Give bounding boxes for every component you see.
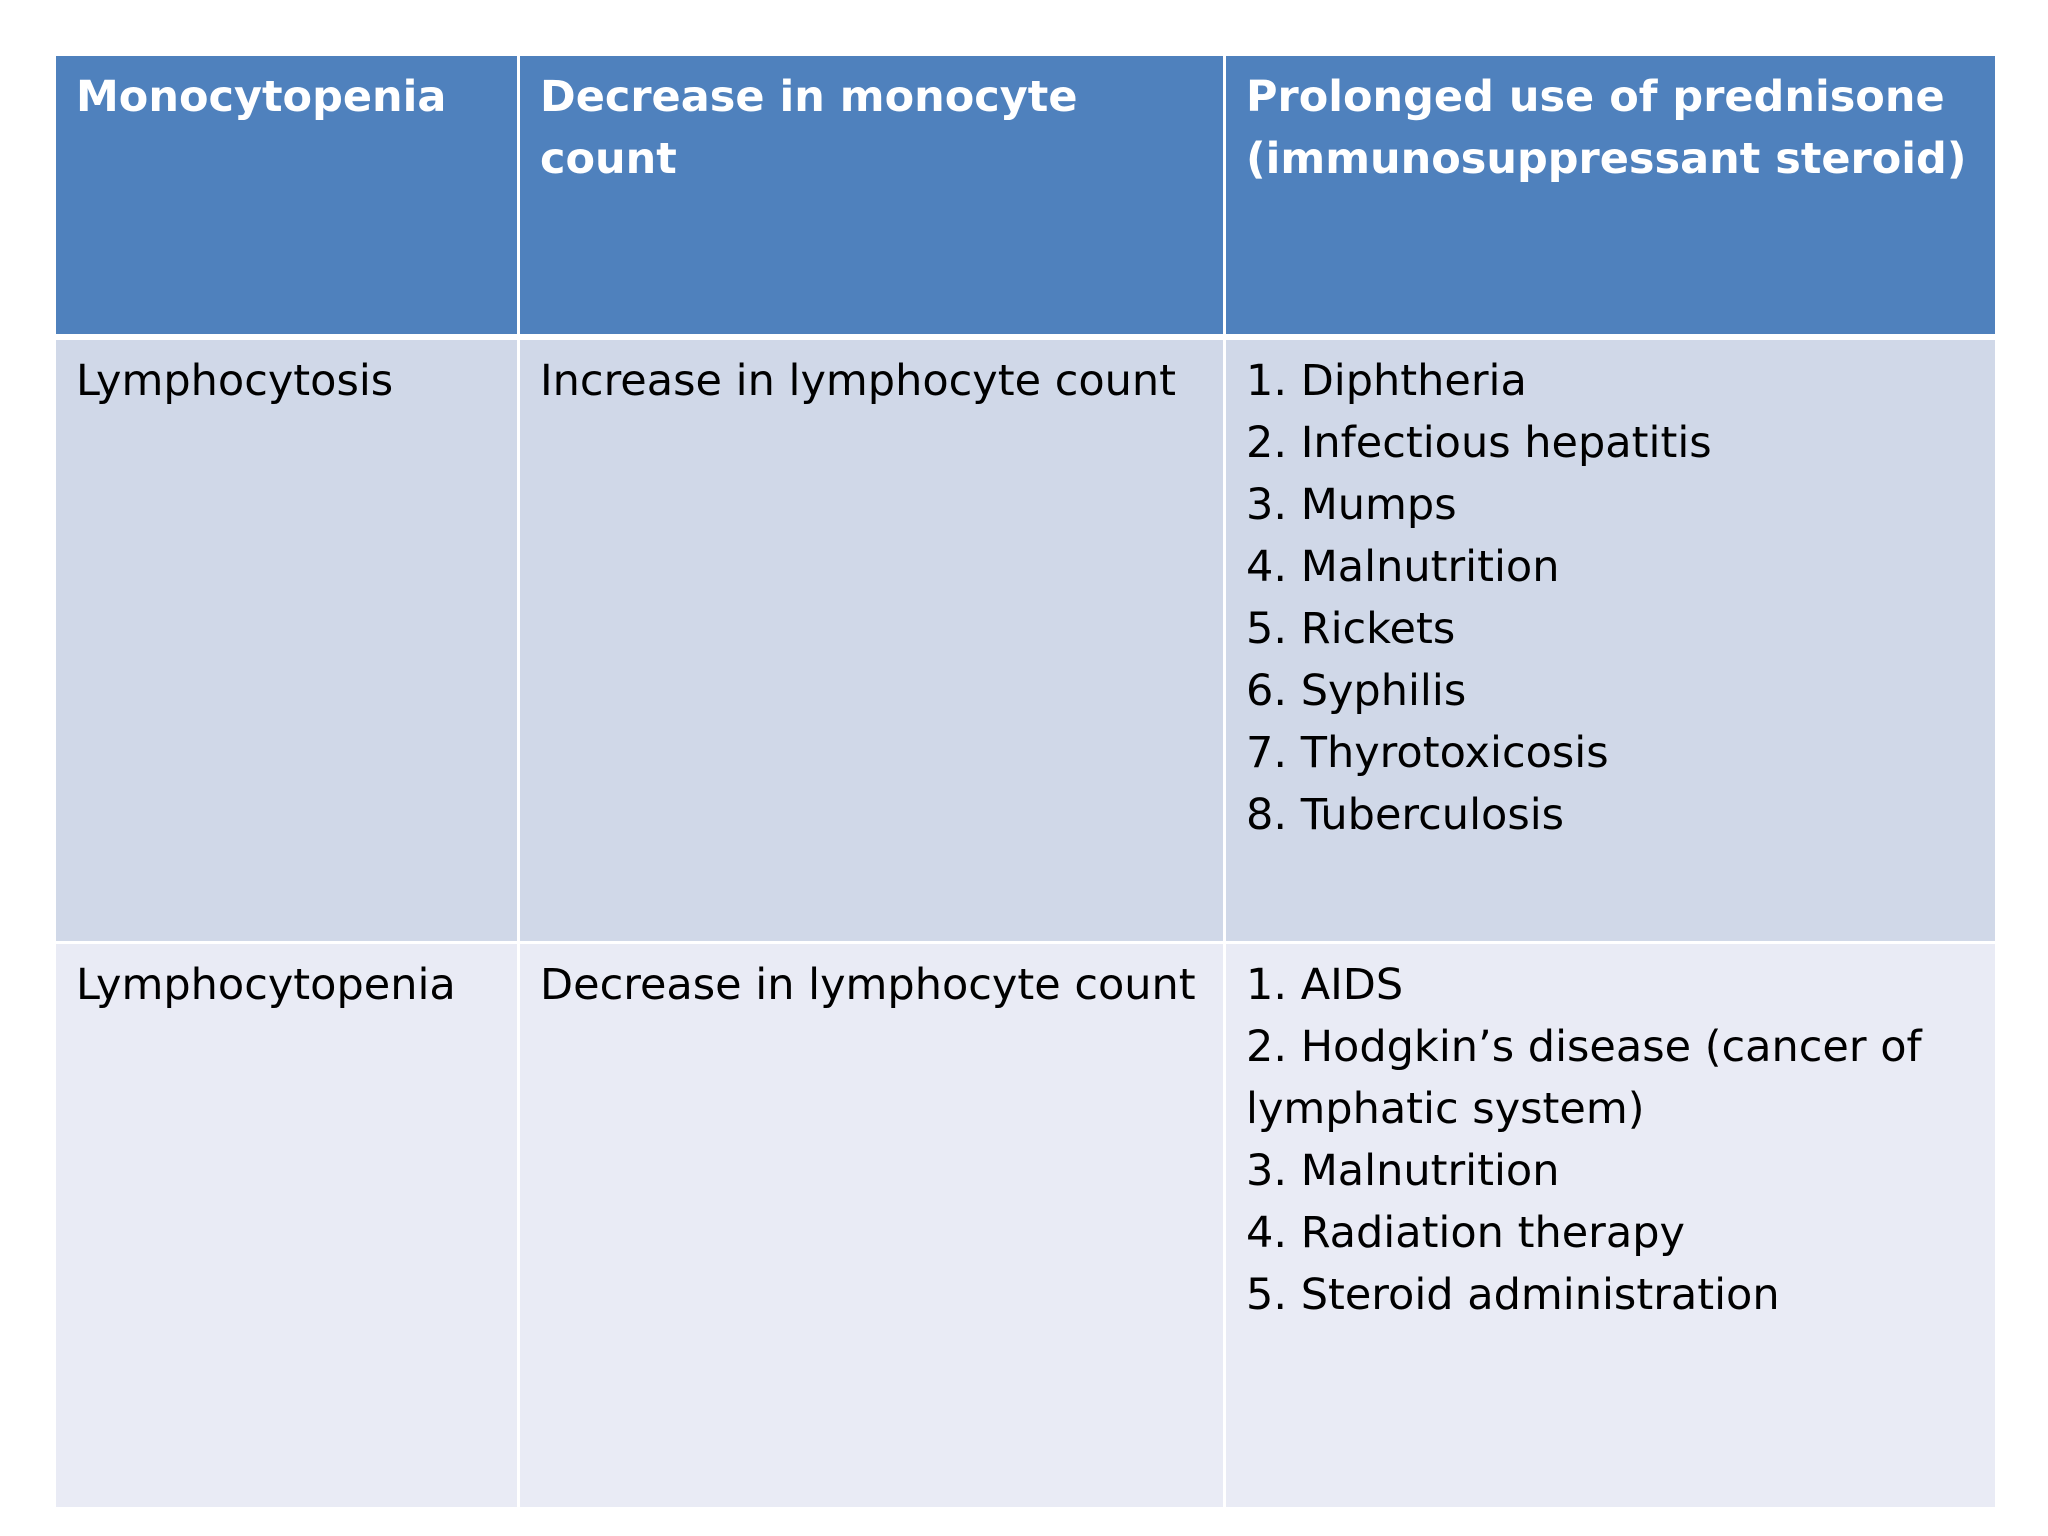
definition-cell: Increase in lymphocyte count [519,337,1225,943]
cause-item: 8. Tuberculosis [1246,789,1565,840]
header-definition-cell: Decrease in monocyte count [519,55,1225,337]
causes-list [1246,954,1975,1326]
causes-list [1246,350,1975,846]
header-causes-cell: Prolonged use of prednisone (immunosuppressant steroid) [1225,55,1997,337]
cause-item: 3. Mumps [1246,479,1457,530]
causes-cell [1225,337,1997,943]
cause-item: 1. AIDS [1246,960,1404,1010]
table-row [55,943,1997,1509]
definition-cell: Decrease in lymphocyte count [519,943,1225,1509]
cause-item: 2. Hodgkin’s disease (cancer of lymphatic system) [1246,1022,1922,1134]
cause-item: 5. Rickets [1246,603,1456,654]
cause-item: 6. Syphilis [1246,665,1467,716]
table-row [55,337,1997,943]
cause-item: 7. Thyrotoxicosis [1246,727,1609,778]
cause-item: 1. Diphtheria [1246,355,1527,406]
condition-cell: Lymphocytopenia [55,943,519,1509]
header-condition-cell: Monocytopenia [55,55,519,337]
table-header-row [55,55,1997,337]
cause-item: 5. Steroid administration [1246,1270,1780,1320]
cause-item: 4. Malnutrition [1246,541,1560,592]
condition-table [53,53,1998,1510]
cause-item: 3. Malnutrition [1246,1146,1560,1196]
cause-item: 4. Radiation therapy [1246,1208,1685,1258]
causes-cell [1225,943,1997,1509]
cause-item: 2. Infectious hepatitis [1246,417,1712,468]
condition-cell: Lymphocytosis [55,337,519,943]
